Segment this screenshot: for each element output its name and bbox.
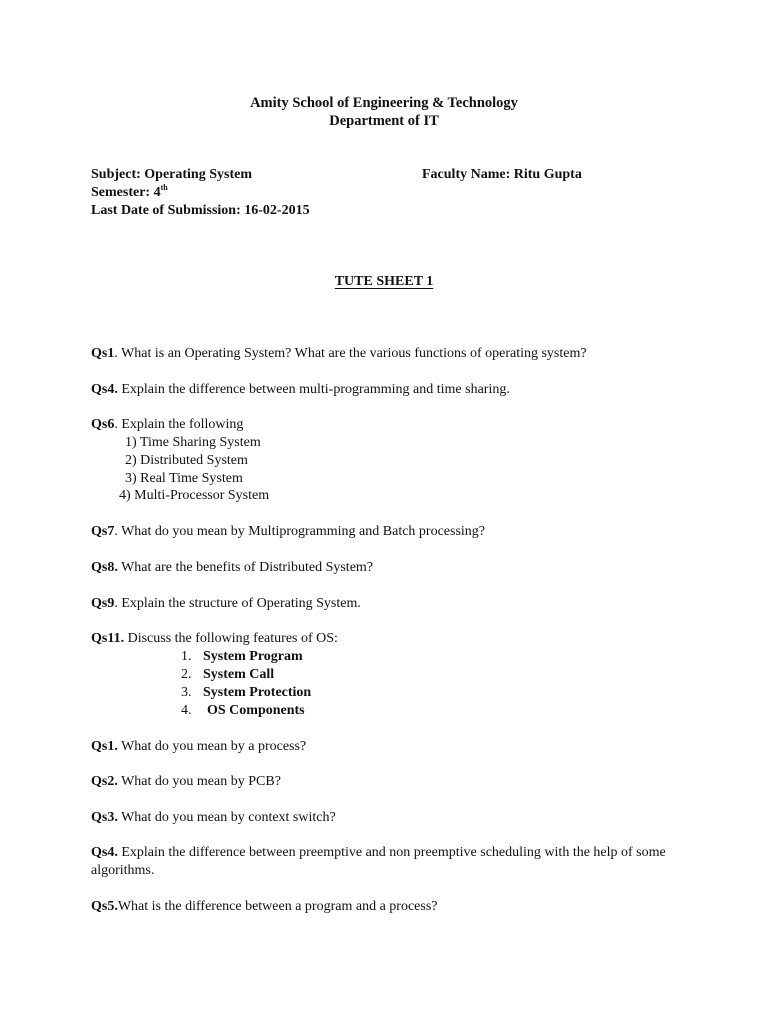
question	[91, 381, 510, 399]
question-text: What do you mean by context switch?	[117, 810, 336, 825]
department-name: Department of IT	[329, 113, 439, 129]
question-text: What do you mean by PCB?	[117, 774, 281, 789]
last-date-value: 16-02-2015	[244, 203, 310, 218]
question-text: What is the difference between a program and a process?	[117, 899, 438, 914]
semester-suffix: th	[160, 183, 168, 192]
question-text: What do you mean by a process?	[117, 739, 307, 754]
sheet-title: TUTE SHEET 1	[334, 274, 434, 289]
question-label: Qs4.	[91, 382, 118, 397]
last-date-label: Last Date of Submission:	[91, 203, 241, 218]
question-label: Qs8.	[91, 560, 118, 575]
question-label: Qs7	[91, 524, 115, 539]
question-label: Qs1.	[91, 739, 118, 754]
feature-label: System Program	[203, 649, 303, 664]
subject-value: Operating System	[144, 167, 252, 182]
question-label: Qs4.	[91, 845, 118, 860]
faculty-label: Faculty Name:	[422, 167, 511, 182]
faculty-value: Ritu Gupta	[513, 167, 582, 182]
last-date-line	[91, 202, 310, 220]
semester-label: Semester:	[91, 185, 151, 200]
question	[91, 809, 336, 827]
question-label: Qs6	[91, 417, 115, 432]
list-item: 2) Distributed System	[125, 453, 248, 468]
question-label: Qs1	[91, 346, 115, 361]
question	[91, 523, 485, 541]
question-text: . What is an Operating System? What are the various functions of operating system?	[114, 346, 587, 361]
list-item: 1) Time Sharing System	[125, 435, 261, 450]
question	[91, 773, 281, 791]
feature-label: System Protection	[203, 685, 312, 700]
faculty-line	[422, 166, 582, 184]
subject-label: Subject:	[91, 167, 141, 182]
question-text: What are the benefits of Distributed System?	[117, 560, 374, 575]
feature-label: System Call	[203, 667, 275, 682]
feature-number: 4.	[181, 703, 192, 718]
feature-number: 1.	[181, 649, 192, 664]
list-item: 4) Multi-Processor System	[119, 488, 270, 503]
question-text: . What do you mean by Multiprogramming and Batch processing?	[114, 524, 486, 539]
feature-label: OS Components	[207, 703, 305, 718]
question-text: Discuss the following features of OS:	[124, 631, 338, 646]
question-label: Qs5.	[91, 899, 118, 914]
feature-number: 3.	[181, 685, 192, 700]
question	[91, 898, 438, 916]
question-label: Qs9	[91, 596, 115, 611]
question-label: Qs3.	[91, 810, 118, 825]
question-label: Qs11.	[91, 631, 125, 646]
feature-number: 2.	[181, 667, 192, 682]
question-text: . Explain the structure of Operating System.	[114, 596, 361, 611]
list-item: 3) Real Time System	[125, 471, 243, 486]
question-label: Qs2.	[91, 774, 118, 789]
question-text: Explain the difference between multi-programming and time sharing.	[117, 382, 510, 397]
question	[91, 630, 338, 648]
question	[91, 416, 243, 434]
question-text: Explain the difference between preemptive and non preemptive scheduling with the help of some algorithms.	[91, 845, 666, 878]
question-text: . Explain the following	[114, 417, 244, 432]
question	[91, 844, 691, 880]
question	[91, 738, 306, 756]
question	[91, 559, 373, 577]
school-name: Amity School of Engineering & Technology	[250, 95, 518, 111]
question	[91, 345, 587, 363]
semester-value: 4	[153, 185, 161, 200]
subject-line	[91, 166, 252, 184]
question	[91, 595, 361, 613]
semester-line	[91, 184, 168, 202]
